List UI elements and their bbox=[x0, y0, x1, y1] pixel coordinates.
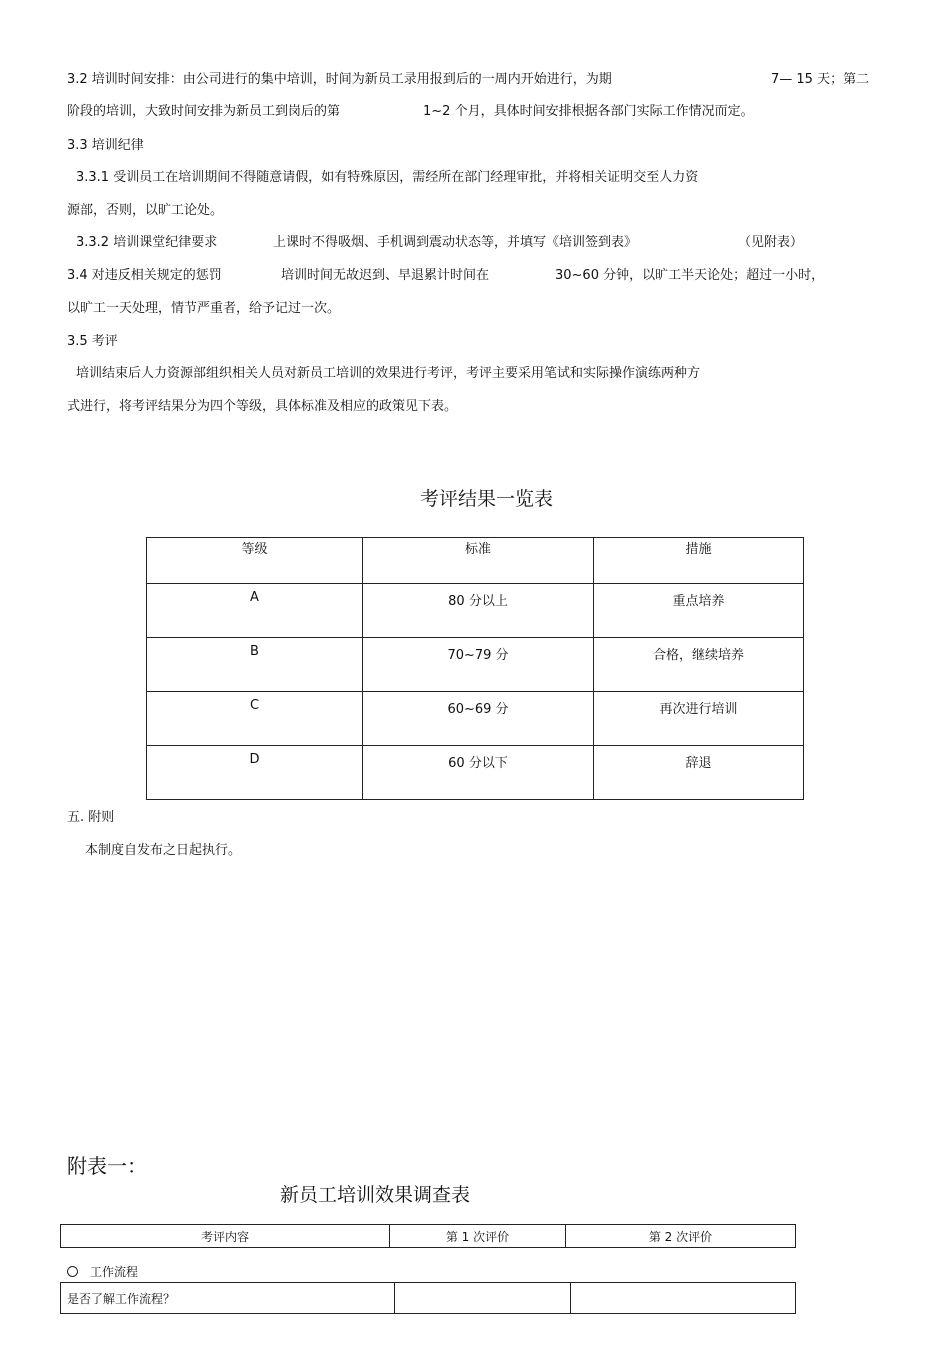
s5-p1: 本制度自发布之日起执行。 bbox=[85, 843, 242, 858]
table-cell: 再次进行培训 bbox=[594, 692, 804, 746]
survey-section bbox=[67, 1263, 138, 1281]
appendix-label: 附表一： bbox=[67, 1154, 147, 1178]
table-cell: C bbox=[147, 692, 363, 746]
grade-table bbox=[146, 537, 804, 800]
s32-line1-b: 7— 15 天；第二 bbox=[771, 72, 870, 87]
table-header-row bbox=[61, 1225, 796, 1248]
survey-header-table bbox=[60, 1224, 796, 1248]
table-header-row bbox=[147, 538, 804, 584]
s35-p1: 培训结束后人力资源部组织相关人员对新员工培训的效果进行考评，考评主要采用笔试和实际操作演练两种方 bbox=[76, 366, 701, 381]
table-cell: 辞退 bbox=[594, 746, 804, 800]
table-cell: 重点培养 bbox=[594, 584, 804, 638]
s33-title: 3.3 培训纪律 bbox=[67, 138, 144, 153]
s33-p2c: （见附表） bbox=[738, 235, 804, 250]
s34-b: 培训时间无故迟到、早退累计时间在 bbox=[281, 268, 490, 283]
table-cell: D bbox=[147, 746, 363, 800]
s34-d: 以旷工一天处理，情节严重者，给予记过一次。 bbox=[67, 301, 341, 316]
header-cell: 第 1 次评价 bbox=[390, 1225, 566, 1248]
survey-section-label: 工作流程 bbox=[90, 1265, 139, 1279]
table-row bbox=[147, 746, 804, 800]
table-cell: 70~79 分 bbox=[363, 638, 594, 692]
s34-a: 3.4 对违反相关规定的惩罚 bbox=[67, 268, 222, 283]
header-cell: 考评内容 bbox=[61, 1225, 390, 1248]
s32-text-a: 3.2 培训时间安排：由公司进行的集中培训，时间为新员工录用报到后的一周内开始进行，为期 bbox=[67, 72, 612, 87]
s33-p1: 3.3.1 受训员工在培训期间不得随意请假，如有特殊原因，需经所在部门经理审批，并将相关证明交至人力资 bbox=[76, 170, 699, 185]
s5-title: 五. 附则 bbox=[67, 810, 115, 825]
circle-icon bbox=[67, 1266, 78, 1277]
table-cell: A bbox=[147, 584, 363, 638]
table-cell bbox=[395, 1283, 571, 1314]
grade-table-title: 考评结果一览表 bbox=[420, 488, 554, 510]
survey-table bbox=[60, 1282, 796, 1314]
table-cell: B bbox=[147, 638, 363, 692]
s32-line2-a: 阶段的培训，大致时间安排为新员工到岗后的第 bbox=[67, 104, 341, 119]
table-cell: 60 分以下 bbox=[363, 746, 594, 800]
table-cell: 60~69 分 bbox=[363, 692, 594, 746]
table-cell: 80 分以上 bbox=[363, 584, 594, 638]
table-row bbox=[147, 584, 804, 638]
s33-p2b: 上课时不得吸烟、手机调到震动状态等，并填写《培训签到表》 bbox=[273, 235, 638, 250]
s32-line1 bbox=[67, 71, 612, 89]
appendix-title: 新员工培训效果调查表 bbox=[280, 1184, 471, 1206]
header-cell: 措施 bbox=[594, 538, 804, 584]
header-cell: 标准 bbox=[363, 538, 594, 584]
header-cell: 等级 bbox=[147, 538, 363, 584]
table-cell: 是否了解工作流程？ bbox=[61, 1283, 395, 1314]
s35-title: 3.5 考评 bbox=[67, 334, 118, 349]
table-row bbox=[147, 638, 804, 692]
table-cell: 合格，继续培养 bbox=[594, 638, 804, 692]
s35-p2: 式进行，将考评结果分为四个等级，具体标准及相应的政策见下表。 bbox=[67, 399, 458, 414]
s33-p2a: 3.3.2 培训课堂纪律要求 bbox=[76, 235, 218, 250]
table-row bbox=[61, 1283, 796, 1314]
table-row bbox=[147, 692, 804, 746]
s33-p1b: 源部，否则，以旷工论处。 bbox=[67, 203, 224, 218]
table-cell bbox=[571, 1283, 796, 1314]
s32-line2-b: 1~2 个月，具体时间安排根据各部门实际工作情况而定。 bbox=[423, 104, 754, 119]
header-cell: 第 2 次评价 bbox=[566, 1225, 796, 1248]
s34-c: 30~60 分钟，以旷工半天论处；超过一小时， bbox=[555, 268, 825, 283]
